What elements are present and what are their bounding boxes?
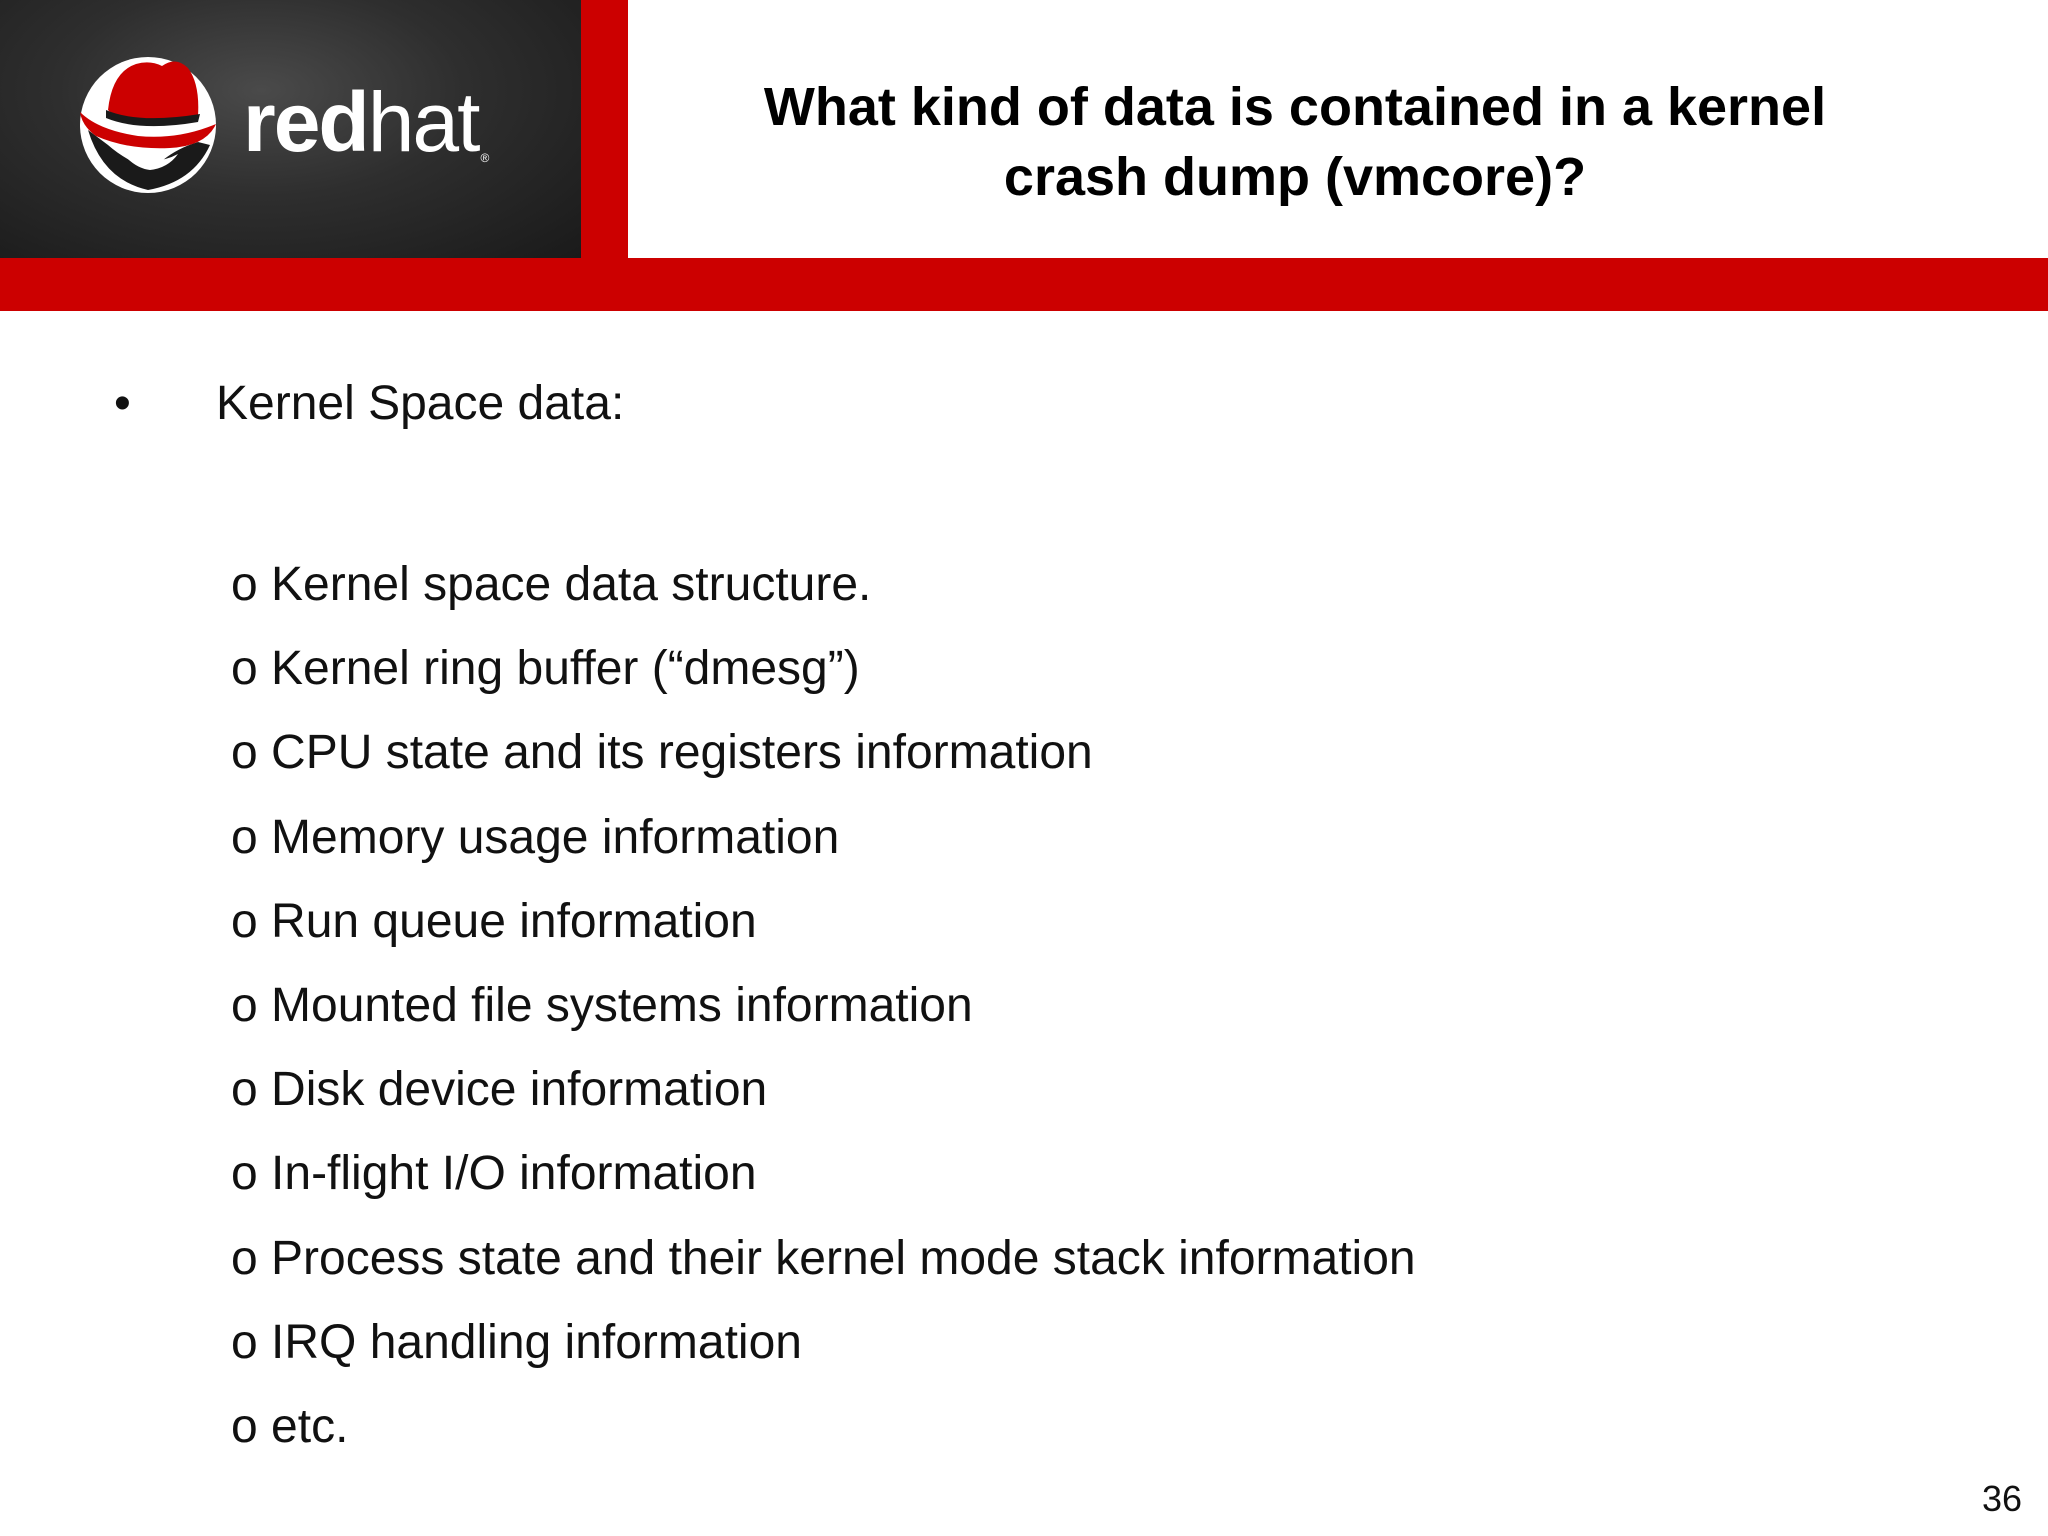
sub-item: o Memory usage information xyxy=(231,810,840,864)
sub-item: o Disk device information xyxy=(231,1063,768,1117)
sub-item-list xyxy=(231,553,1416,1479)
logo-panel xyxy=(0,0,581,258)
sub-item: o etc. xyxy=(231,1399,349,1453)
sub-item: o Mounted file systems information xyxy=(231,978,973,1032)
sub-item: o IRQ handling information xyxy=(231,1315,802,1369)
registered-mark: ® xyxy=(480,151,488,165)
page-number: 36 xyxy=(1981,1478,2022,1519)
wordmark-hat: hat xyxy=(367,75,479,169)
slide-title-line2: crash dump (vmcore)? xyxy=(1003,147,1587,207)
header-red-divider xyxy=(581,0,628,258)
sub-item: o Kernel space data structure. xyxy=(231,558,872,611)
redhat-wordmark xyxy=(243,75,488,169)
slide-title-line1: What kind of data is contained in a kernel xyxy=(763,77,1827,137)
sub-item: o CPU state and its registers information xyxy=(231,726,1093,780)
sub-item: o Run queue information xyxy=(231,894,757,948)
bullet-text: Kernel Space data: xyxy=(216,377,625,430)
sub-item: o Kernel ring buffer (“dmesg”) xyxy=(231,642,860,696)
redhat-shadowman-icon xyxy=(78,50,218,195)
wordmark-red: red xyxy=(243,75,368,169)
slide-title xyxy=(700,72,1890,212)
header-red-bar xyxy=(0,258,2048,311)
bullet-dot-icon: • xyxy=(114,377,131,430)
sub-item: o Process state and their kernel mode stack information xyxy=(231,1231,1416,1285)
sub-item: o In-flight I/O information xyxy=(231,1147,757,1201)
